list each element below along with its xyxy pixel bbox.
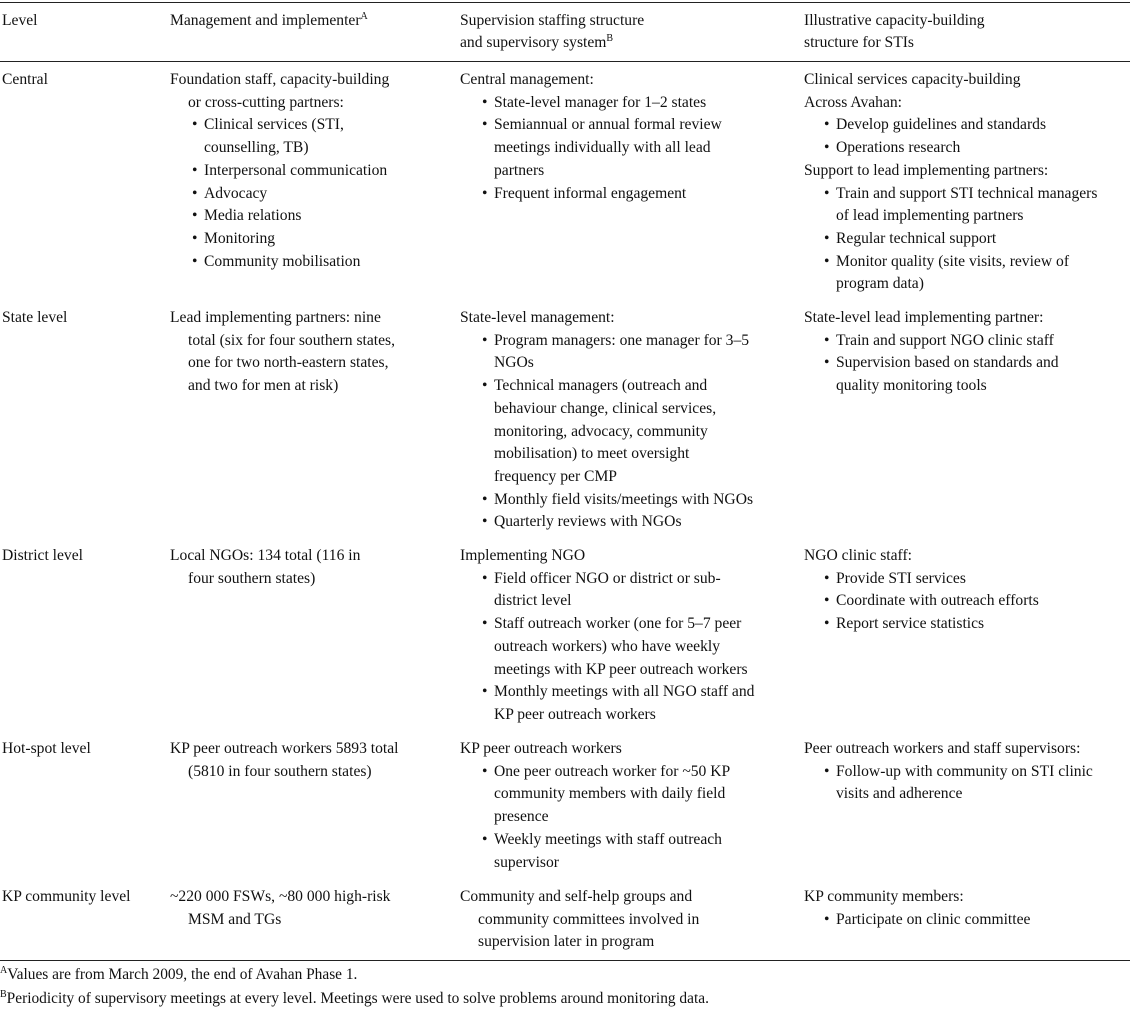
bullet-marker: • — [824, 139, 830, 157]
level-cell: KP community level — [2, 888, 131, 905]
capacity-cell — [804, 307, 1132, 398]
bullet-marker: • — [824, 762, 830, 780]
bullet-text: Train and support NGO clinic staff — [836, 331, 1054, 349]
bullet-marker: • — [482, 116, 488, 134]
bullet-item — [460, 489, 796, 512]
bullet-marker: • — [482, 615, 488, 633]
bullet-marker: • — [482, 377, 488, 395]
bullet-marker: • — [482, 762, 488, 780]
bullet-item — [804, 568, 1132, 591]
bullet-text: Report service statistics — [836, 615, 985, 633]
supervision-cell — [460, 69, 796, 205]
text-line: KP peer outreach workers — [460, 740, 622, 757]
bullet-text: Monitor quality (site visits, review of — [836, 252, 1070, 270]
bullet-item — [804, 613, 1132, 636]
bullet-text: monitoring, advocacy, community — [494, 422, 708, 440]
bullet-text: quality monitoring tools — [836, 377, 987, 395]
bullet-text: Weekly meetings with staff outreach — [494, 830, 722, 848]
bullet-text: Clinical services (STI, — [204, 116, 344, 134]
bullet-marker: • — [192, 252, 198, 270]
bullet-item — [460, 681, 796, 726]
bullet-text: Provide STI services — [836, 569, 966, 587]
bullet-marker: • — [824, 910, 830, 928]
bullet-marker: • — [482, 569, 488, 587]
bullet-text: Community mobilisation — [204, 252, 361, 270]
bullet-item — [460, 511, 796, 534]
bullet-marker: • — [482, 513, 488, 531]
header-capacity: Illustrative capacity-building structure for STIs — [804, 12, 985, 51]
bullet-text: Frequent informal engagement — [494, 184, 687, 202]
capacity-cell: Clinical services capacity-building Across Avahan: • Develop guidelines and standards • Operations research Support to lead implementing partners: • Train and support STI technical managers of lead implementing partners • Regular technical support • Monitor quality (site visits, review of program data) — [804, 69, 1132, 296]
bullet-item — [804, 114, 1132, 137]
bullet-text: Monthly meetings with all NGO staff and — [494, 683, 755, 701]
bullet-item — [804, 761, 1132, 806]
capacity-cell — [804, 738, 1132, 806]
bullet-marker: • — [482, 683, 488, 701]
bullet-marker: • — [482, 184, 488, 202]
bullet-text: KP peer outreach workers — [494, 705, 656, 723]
bullet-item — [804, 909, 1132, 932]
bullet-text: meetings with KP peer outreach workers — [494, 660, 748, 678]
bullet-text: Technical managers (outreach and — [494, 377, 708, 395]
supervision-cell — [460, 886, 796, 954]
bullet-item — [170, 228, 452, 251]
bullet-text: One peer outreach worker for ~50 KP — [494, 762, 731, 780]
bullet-item — [804, 183, 1132, 228]
bullet-item — [460, 613, 796, 681]
text-line: total (six for four southern states, — [188, 331, 396, 349]
text-line: State-level lead implementing partner: — [804, 309, 1044, 326]
bullet-marker: • — [824, 592, 830, 610]
bullet-item — [804, 251, 1132, 296]
bullet-item — [170, 114, 452, 159]
bullet-marker: • — [824, 184, 830, 202]
bullet-item — [170, 160, 452, 183]
bullet-marker: • — [824, 331, 830, 349]
bullet-text: Monthly field visits/meetings with NGOs — [494, 490, 754, 508]
bullet-marker: • — [192, 161, 198, 179]
header-rule — [0, 61, 1130, 62]
bullet-text: outreach workers) who have weekly — [494, 637, 721, 655]
bullet-text: Staff outreach worker (one for 5–7 peer — [494, 615, 742, 633]
bullet-item — [170, 251, 452, 274]
bullet-marker: • — [482, 830, 488, 848]
bullet-item — [460, 829, 796, 874]
bullet-text: counselling, TB) — [204, 139, 309, 157]
bullet-text: community members with daily field — [494, 785, 726, 803]
bullet-item — [460, 183, 796, 206]
bullet-text: Monitoring — [204, 229, 276, 247]
text-line: Local NGOs: 134 total (116 in — [170, 547, 361, 564]
bullet-text: Supervision based on standards and — [836, 354, 1059, 372]
bullet-text: NGOs — [494, 354, 534, 372]
bullet-marker: • — [824, 569, 830, 587]
bullet-text: Quarterly reviews with NGOs — [494, 513, 682, 531]
bullet-text: Follow-up with community on STI clinic — [836, 762, 1093, 780]
bullet-text: visits and adherence — [836, 785, 963, 803]
bullet-text: frequency per CMP — [494, 467, 617, 485]
bullet-text: Participate on clinic committee — [836, 910, 1031, 928]
capacity-bullets-avahan — [804, 114, 1132, 159]
bullet-item — [460, 114, 796, 182]
bullet-text: behaviour change, clinical services, — [494, 399, 717, 417]
management-cell — [170, 545, 452, 590]
bullet-marker: • — [824, 252, 830, 270]
text-line: community committees involved in — [478, 910, 700, 928]
bullet-item — [460, 375, 796, 489]
bullet-text: meetings individually with all lead — [494, 139, 711, 157]
table-top-rule — [0, 2, 1130, 3]
footnote-a: $^A$Values are from March 2009, the end of Avahan Phase 1. — [0, 965, 358, 983]
bullet-text: Operations research — [836, 139, 961, 157]
bullet-text: district level — [494, 592, 572, 610]
bullet-marker: • — [192, 207, 198, 225]
bullet-text: Media relations — [204, 207, 302, 225]
text-line: Community and self-help groups and — [460, 888, 693, 905]
text-line: NGO clinic staff: — [804, 547, 912, 564]
bullet-marker: • — [824, 354, 830, 372]
bullet-text: supervisor — [494, 853, 559, 871]
bullet-item — [804, 330, 1132, 353]
bullet-text: Coordinate with outreach efforts — [836, 592, 1039, 610]
capacity-cell — [804, 545, 1132, 636]
capacity-bullets-support — [804, 183, 1132, 297]
bullet-text: Train and support STI technical managers — [836, 184, 1098, 202]
bullet-item — [460, 330, 796, 375]
level-cell: District level — [2, 547, 83, 564]
text-line: Peer outreach workers and staff supervisors: — [804, 740, 1081, 757]
capacity-cell — [804, 886, 1132, 931]
bullet-marker: • — [192, 116, 198, 134]
bullet-text: mobilisation) to meet oversight — [494, 445, 690, 463]
text-line: or cross-cutting partners: — [188, 93, 344, 111]
bullet-item — [804, 590, 1132, 613]
management-cell — [170, 738, 452, 783]
header-level: Level — [2, 12, 38, 29]
text-line: and two for men at risk) — [188, 377, 339, 395]
bullet-marker: • — [824, 116, 830, 134]
bullet-text: presence — [494, 808, 549, 826]
bullet-text: program data) — [836, 275, 924, 293]
bullet-item — [460, 92, 796, 115]
header-supervision: Supervision staffing structure and supervisory system$^B$ — [460, 12, 645, 51]
bullet-text: of lead implementing partners — [836, 207, 1024, 225]
text-line: (5810 in four southern states) — [188, 762, 372, 780]
text-line: one for two north-eastern states, — [188, 354, 389, 372]
bullet-text: Advocacy — [204, 184, 268, 202]
bullet-text: Regular technical support — [836, 229, 997, 247]
bullet-marker: • — [482, 93, 488, 111]
supervision-cell — [460, 545, 796, 727]
level-cell: Central — [2, 71, 48, 88]
bullet-item — [804, 352, 1132, 397]
management-cell — [170, 69, 452, 273]
bullet-item — [170, 183, 452, 206]
text-line: Central management: — [460, 71, 594, 88]
bullet-item — [804, 137, 1132, 160]
bullet-marker: • — [192, 184, 198, 202]
bullet-text: State-level manager for 1–2 states — [494, 93, 707, 111]
bullet-item — [804, 228, 1132, 251]
bullet-item — [460, 568, 796, 613]
bullet-marker: • — [192, 229, 198, 247]
supervision-cell — [460, 307, 796, 534]
text-line: KP community members: — [804, 888, 964, 905]
level-cell: Hot-spot level — [2, 740, 91, 757]
text-line: State-level management: — [460, 309, 615, 326]
bullet-text: Field officer NGO or district or sub- — [494, 569, 721, 587]
bullet-item — [460, 761, 796, 829]
bullet-marker: • — [482, 331, 488, 349]
text-line: Foundation staff, capacity-building — [170, 71, 390, 88]
management-cell — [170, 886, 452, 931]
bullet-marker: • — [824, 615, 830, 633]
management-cell — [170, 307, 452, 398]
text-line: Lead implementing partners: nine — [170, 309, 381, 326]
bullet-text: Program managers: one manager for 3–5 — [494, 331, 750, 349]
text-line: supervision later in program — [478, 933, 655, 951]
header-management: Management and implementer$^A$ — [170, 11, 368, 29]
footnote-b: $^B$Periodicity of supervisory meetings at every level. Meetings were used to solve problems around monitoring data. — [0, 989, 709, 1007]
level-cell: State level — [2, 309, 68, 326]
supervision-cell — [460, 738, 796, 874]
bullet-text: Semiannual or annual formal review — [494, 116, 722, 134]
text-line: four southern states) — [188, 569, 316, 587]
text-line: ~220 000 FSWs, ~80 000 high-risk — [170, 888, 391, 905]
text-line: MSM and TGs — [188, 910, 282, 928]
bullet-text: Interpersonal communication — [204, 161, 388, 179]
bullet-text: Develop guidelines and standards — [836, 116, 1047, 134]
bullet-marker: • — [482, 490, 488, 508]
text-line: Implementing NGO — [460, 547, 586, 564]
text-line: KP peer outreach workers 5893 total — [170, 740, 399, 757]
bullet-text: partners — [494, 161, 545, 179]
table-bottom-rule — [0, 960, 1130, 961]
bullet-marker: • — [824, 229, 830, 247]
bullet-item — [170, 205, 452, 228]
